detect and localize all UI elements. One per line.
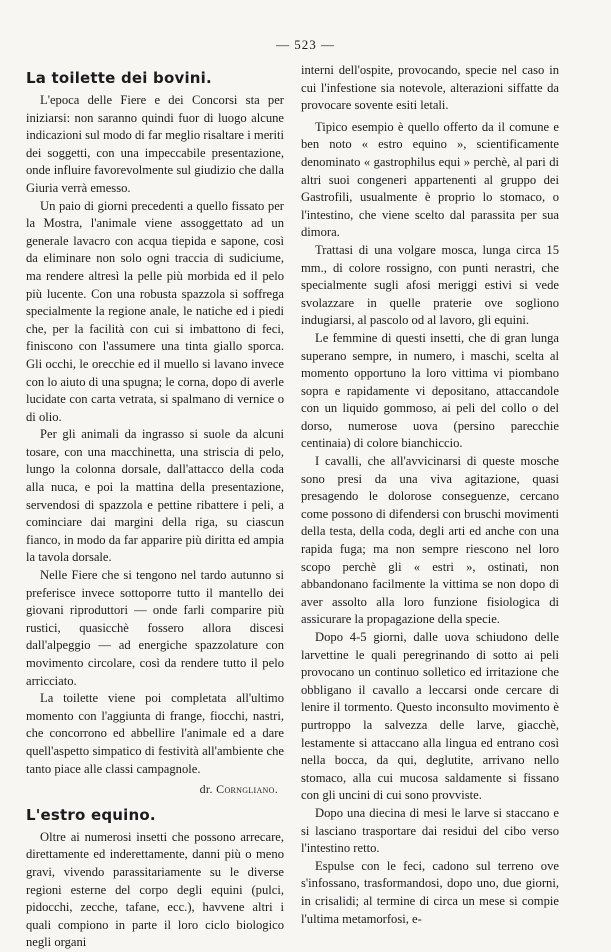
paragraph: Trattasi di una volgare mosca, lunga circa 15 mm., di colore rossigno, con punti nerastri, che specialmente sugli afosi meriggi estivi si vede svolazzare in quelle praterie ove sogliono indugiarsi, al pascolo od al lavoro, gli equini.: [301, 242, 559, 328]
paragraph: Espulse con le feci, cadono sul terreno ove s'infossano, trasformandosi, dopo uno, due giorni, in crisalidi; al termine di circa un mese si compie l'ultima metamorfosi, e-: [301, 858, 559, 926]
paragraph-continuation: interni dell'ospite, provocando, specie nel caso in cui l'infestione sia notevole, alterazioni siffatte da provocare sovente esiti letali.: [301, 63, 559, 113]
left-column: [26, 62, 284, 952]
paragraph: Per gli animali da ingrasso si suole da alcuni tosare, con una macchinetta, una striscia di pelo, lungo la colonna dorsale, dall'attacco della coda alla nuca, e poi la mattina della presentazione, servendosi di spazzola e pettine ribattere i peli, a cominciare dai margini della riga, su ciascun fianco, in modo da far apparire più diritta ed ampia la tavola dorsale.: [26, 427, 284, 565]
section-title-estro: L'estro equino.: [26, 805, 156, 824]
paragraph: Nelle Fiere che si tengono nel tardo autunno si preferisce invece sottoporre tutto il mantello dei giovani riproduttori — onde farli comparire più rustici, quasicchè fossero allora discesi dall'alpeggio — ad energiche spazzolature con movimento circolare, così da rendere tutto il pelo arricciato.: [26, 568, 284, 688]
signature-prefix: dr.: [199, 782, 213, 797]
section-title-toilette: La toilette dei bovini.: [26, 69, 212, 87]
paragraph: Oltre ai numerosi insetti che possono arrecare, direttamente ed inderettamente, danni più o meno gravi, vivendo parassitariamente su le diverse regioni esterne del corpo degli equini (pulci, pidocchi, zecche, tafane, ecc.), havvene altri i quali compiono in parte il loro ciclo biologico negli organi: [26, 829, 284, 950]
paragraph: I cavalli, che all'avvicinarsi di queste mosche sono presi da una viva agitazione, quasi presagendo le dolorose conseguenze, cercano come possono di difendersi con bruschi movimenti della testa, della coda, degli arti ed anche con una rapida fuga; ma non sempre riescono nel loro scopo perchè gli « estri », ostinati, non abbandonano facilmente la vittima se non dopo di aver assolto alla loro funzione fisiologica di assicurare la propagazione della specie.: [301, 454, 559, 627]
paragraph: Le femmine di questi insetti, che di gran lunga superano sempre, in numero, i maschi, scelta al momento opportuno la loro vittima vi piombano sopra e rapidamente vi depositano, attaccandole con un liquido gommoso, ai peli del collo o del dorso, numerose uova (persino parecchie centinaia) di colore bianchiccio.: [301, 330, 559, 451]
right-column: [301, 62, 559, 928]
paragraph: Dopo 4-5 giorni, dalle uova schiudono delle larvettine le quali peregrinando di sotto ai peli provocano un continuo solletico ed irritazione che obbligano il cavallo a leccarsi onde cercare di lenire il tormento. Questo inconsulto movimento è purtroppo la salvezza delle larve, giacchè, lestamente si attaccano alla lingua ed entrano così nella bocca, da qui, deglutite, arrivano nello stomaco, alla cui mucosa saldamente si fissano con gli uncini di cui sono provviste.: [301, 630, 559, 803]
paragraph: Tipico esempio è quello offerto da il comune e ben noto « estro equino », scientificamente denominato « gastrophilus equi » perchè, al pari di altri suoi congeneri appartenenti al gruppo dei Gastrofili, usualmente è proprio lo stomaco, o l'intestino, che viene scelto dal parassita per sua dimora.: [301, 119, 559, 240]
page-number: — 523 —: [276, 37, 335, 52]
paragraph: Un paio di giorni precedenti a quello fissato per la Mostra, l'animale viene assoggettato ad un generale lavacro con acqua tiepida e sapone, così da eliminare non solo ogni traccia di sudiciume, ma rendere altresì la pelle più morbida ed il pelo più lucente. Con una robusta spazzola si soffrega specialmente la regione anale, le natiche ed i piedi che, per la facilità con cui si imbattono di feci, finiscono con l'assumere una tinta giallo sporca. Gli occhi, le orecchie ed il muello si lavano invece con lo aiuto di una spugna; le corna, dopo di averle lucidate con carta vetrata, si spalmano di vernice o di olio.: [26, 198, 284, 424]
paragraph: La toilette viene poi completata all'ultimo momento con l'aggiunta di frange, fiocchi, nastri, che concorrono ed abbellire l'animale ed a dare quell'aspetto simpatico di festività all'ambiente che tanto piace alle classi campagnole.: [26, 691, 284, 776]
paragraph: Dopo una diecina di mesi le larve si staccano e si lasciano trasportare dai residui del cibo verso l'intestino retto.: [301, 805, 559, 856]
author-signature: [26, 781, 278, 799]
signature-name: Corngliano.: [216, 782, 278, 797]
paragraph: L'epoca delle Fiere e dei Concorsi sta per iniziarsi: non saranno quindi fuor di luogo alcune indicazioni sul modo di far meglio risaltare i meriti dei soggetti, con una impeccabile presentazione, onde influire favorevolmente sul giudizio che dalla Giuria verrà emesso.: [26, 93, 284, 195]
